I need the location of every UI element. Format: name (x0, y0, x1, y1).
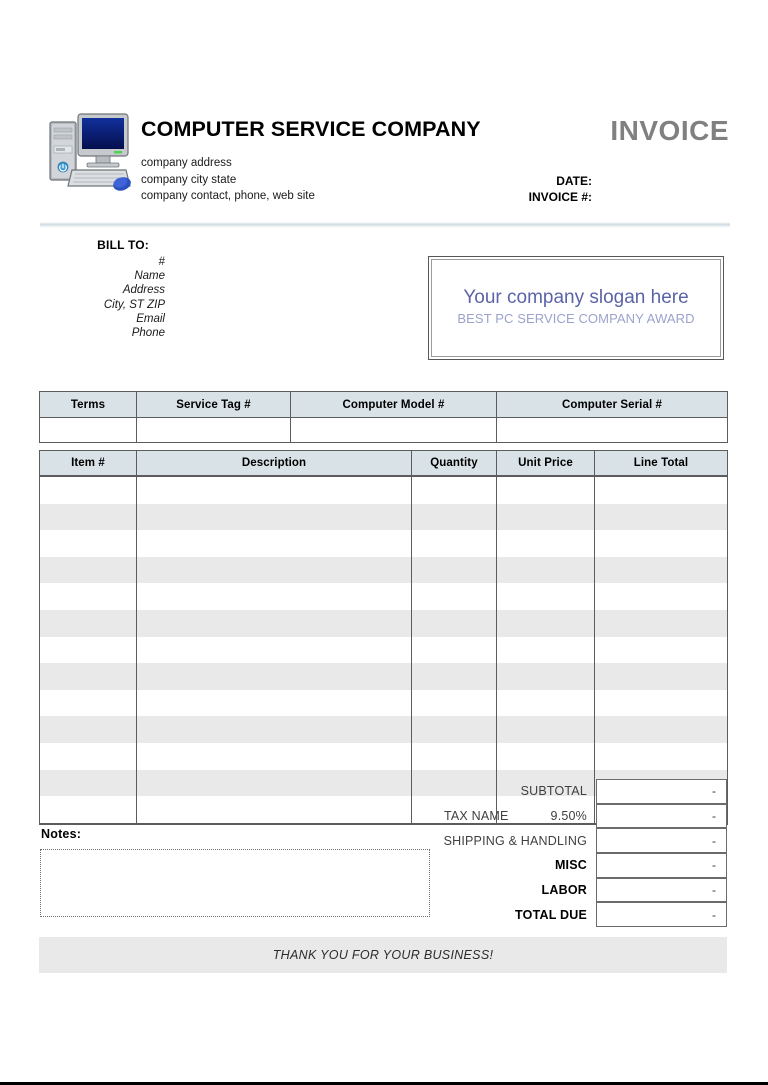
table-row[interactable] (40, 610, 728, 637)
cell-line-total[interactable] (595, 557, 728, 584)
bill-to-line-number[interactable]: # (158, 256, 165, 268)
items-table-body (40, 476, 728, 824)
bill-to-line-address[interactable]: Address (122, 284, 165, 297)
terms-table (39, 391, 728, 443)
cell-quantity[interactable] (412, 663, 497, 690)
line-items-table (39, 450, 728, 825)
cell-item-number[interactable] (40, 530, 137, 557)
cell-line-total[interactable] (595, 743, 728, 770)
cell-item-number[interactable] (40, 583, 137, 610)
cell-unit-price[interactable] (497, 610, 595, 637)
table-row[interactable] (40, 557, 728, 584)
slogan-secondary-text: BEST PC SERVICE COMPANY AWARD (457, 311, 695, 326)
misc-value[interactable]: - (596, 853, 727, 878)
cell-quantity[interactable] (412, 476, 497, 504)
table-row[interactable] (40, 530, 728, 557)
cell-quantity[interactable] (412, 530, 497, 557)
date-label: DATE: (556, 174, 592, 188)
cell-quantity[interactable] (412, 557, 497, 584)
totals-row-subtotal (300, 779, 727, 804)
cell-quantity[interactable] (412, 583, 497, 610)
bill-to-block (40, 238, 165, 340)
footer-banner (39, 937, 727, 973)
table-row[interactable] (40, 663, 728, 690)
cell-description[interactable] (137, 504, 412, 531)
tax-label-group (300, 804, 596, 829)
table-row[interactable] (40, 743, 728, 770)
items-header-row (40, 451, 728, 477)
notes-label: Notes: (41, 827, 82, 841)
slogan-primary-text: Your company slogan here (463, 287, 689, 308)
notes-input[interactable] (40, 849, 430, 917)
labor-label: LABOR (541, 883, 587, 898)
subtotal-value[interactable]: - (596, 779, 727, 804)
cell-unit-price[interactable] (497, 476, 595, 504)
cell-description[interactable] (137, 743, 412, 770)
cell-description[interactable] (137, 663, 412, 690)
table-row[interactable] (40, 716, 728, 743)
cell-unit-price[interactable] (497, 504, 595, 531)
company-contact-line: company contact, phone, web site (141, 190, 315, 202)
cell-line-total[interactable] (595, 504, 728, 531)
cell-unit-price[interactable] (497, 743, 595, 770)
cell-description[interactable] (137, 583, 412, 610)
cell-unit-price[interactable] (497, 557, 595, 584)
cell-quantity[interactable] (412, 637, 497, 664)
cell-line-total[interactable] (595, 476, 728, 504)
desktop-computer-icon (42, 108, 138, 196)
cell-line-total[interactable] (595, 583, 728, 610)
table-row[interactable] (40, 504, 728, 531)
bill-to-line-phone[interactable]: Phone (131, 327, 165, 340)
shipping-handling-label: SHIPPING & HANDLING (443, 833, 587, 848)
subtotal-label: SUBTOTAL (520, 784, 587, 799)
header-divider (40, 222, 730, 228)
items-header-line-total: Line Total (595, 451, 728, 477)
terms-value-computer-serial[interactable] (497, 418, 728, 443)
company-name: COMPUTER SERVICE COMPANY (141, 117, 481, 141)
terms-value-row (40, 418, 728, 443)
terms-header-service-tag: Service Tag # (137, 392, 291, 418)
cell-unit-price[interactable] (497, 583, 595, 610)
labor-value[interactable]: - (596, 878, 727, 903)
total-due-value[interactable]: - (596, 902, 727, 927)
cell-item-number[interactable] (40, 557, 137, 584)
cell-item-number[interactable] (40, 504, 137, 531)
cell-item-number[interactable] (40, 637, 137, 664)
cell-description[interactable] (137, 557, 412, 584)
items-header-item-number: Item # (40, 451, 137, 477)
cell-quantity[interactable] (412, 743, 497, 770)
shipping-handling-value[interactable]: - (596, 828, 727, 853)
company-slogan-box[interactable] (428, 256, 724, 360)
terms-header-computer-model: Computer Model # (291, 392, 497, 418)
misc-label: MISC (554, 858, 587, 873)
cell-unit-price[interactable] (497, 716, 595, 743)
cell-quantity[interactable] (412, 504, 497, 531)
cell-description[interactable] (137, 476, 412, 504)
cell-description[interactable] (137, 637, 412, 664)
cell-unit-price[interactable] (497, 663, 595, 690)
totals-row-tax (300, 804, 727, 829)
cell-description[interactable] (137, 690, 412, 717)
bill-to-line-city-state-zip[interactable]: City, ST ZIP (103, 298, 165, 311)
tax-rate-value[interactable]: 9.50% (550, 809, 587, 824)
cell-item-number[interactable] (40, 716, 137, 743)
cell-item-number[interactable] (40, 690, 137, 717)
cell-line-total[interactable] (595, 530, 728, 557)
invoice-number-label: INVOICE #: (528, 190, 592, 204)
table-row[interactable] (40, 583, 728, 610)
cell-line-total[interactable] (595, 716, 728, 743)
table-row[interactable] (40, 690, 728, 717)
terms-header-terms: Terms (40, 392, 137, 418)
cell-line-total[interactable] (595, 610, 728, 637)
terms-header-computer-serial: Computer Serial # (497, 392, 728, 418)
items-header-unit-price: Unit Price (497, 451, 595, 477)
cell-item-number[interactable] (40, 770, 137, 797)
cell-unit-price[interactable] (497, 690, 595, 717)
cell-unit-price[interactable] (497, 530, 595, 557)
company-contact-block (141, 155, 315, 205)
total-due-label: TOTAL DUE (515, 907, 587, 922)
cell-quantity[interactable] (412, 610, 497, 637)
table-row[interactable] (40, 476, 728, 504)
cell-line-total[interactable] (595, 637, 728, 664)
bill-to-title: BILL TO: (97, 238, 149, 252)
table-row[interactable] (40, 637, 728, 664)
items-header-quantity: Quantity (412, 451, 497, 477)
bill-to-line-email[interactable]: Email (136, 312, 165, 325)
cell-line-total[interactable] (595, 690, 728, 717)
cell-line-total[interactable] (595, 663, 728, 690)
cell-description[interactable] (137, 530, 412, 557)
cell-quantity[interactable] (412, 716, 497, 743)
cell-description[interactable] (137, 610, 412, 637)
terms-value-service-tag[interactable] (137, 418, 291, 443)
cell-unit-price[interactable] (497, 637, 595, 664)
invoice-header (40, 105, 730, 210)
date-invoice-labels (440, 173, 592, 205)
cell-item-number[interactable] (40, 476, 137, 504)
terms-value-computer-model[interactable] (291, 418, 497, 443)
terms-header-row (40, 392, 728, 418)
bill-to-line-name[interactable]: Name (134, 270, 165, 283)
terms-value-terms[interactable] (40, 418, 137, 443)
invoice-title: INVOICE (610, 115, 729, 146)
cell-item-number[interactable] (40, 610, 137, 637)
cell-item-number[interactable] (40, 663, 137, 690)
cell-description[interactable] (137, 716, 412, 743)
company-city-state-line: company city state (141, 173, 237, 186)
slogan-inner-frame (431, 259, 721, 357)
items-header-description: Description (137, 451, 412, 477)
company-address-line: company address (141, 157, 232, 169)
tax-name-label: TAX NAME (443, 809, 509, 824)
tax-amount-value[interactable]: - (596, 804, 727, 829)
cell-item-number[interactable] (40, 743, 137, 770)
cell-quantity[interactable] (412, 690, 497, 717)
thank-you-message: THANK YOU FOR YOUR BUSINESS! (272, 948, 494, 962)
cell-item-number[interactable] (40, 796, 137, 824)
